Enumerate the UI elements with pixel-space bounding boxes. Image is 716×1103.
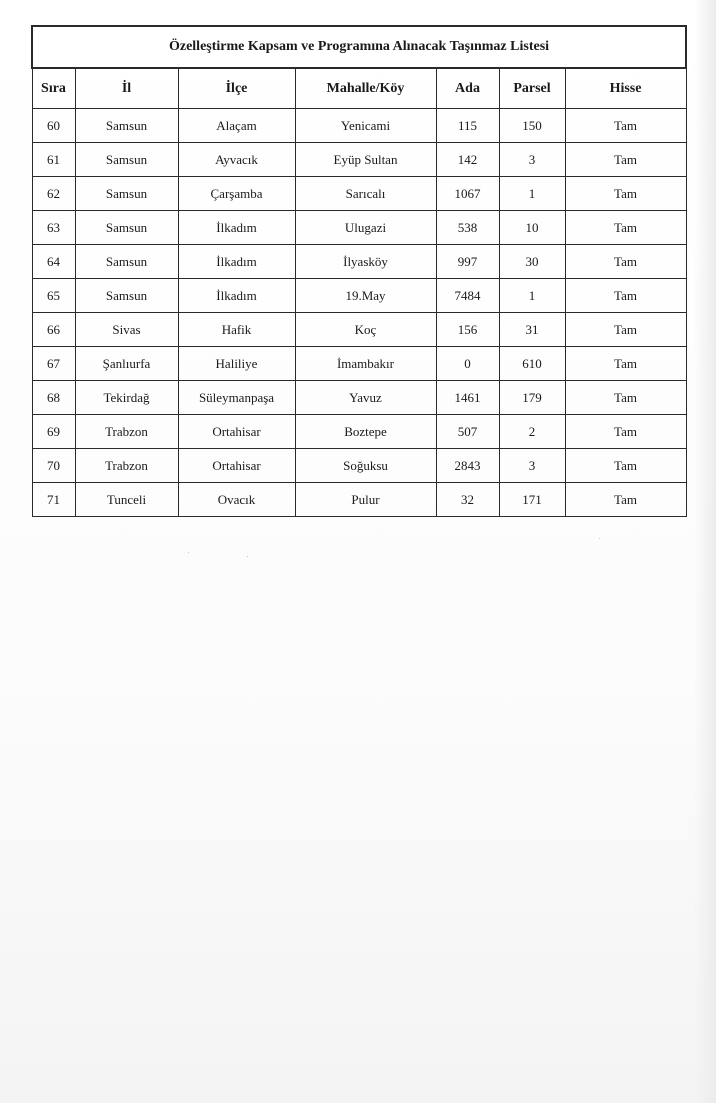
cell-parsel: 1: [499, 279, 565, 313]
table-row: [32, 109, 686, 143]
cell-mahalle-koy: Ulugazi: [295, 211, 436, 245]
cell-ilce: İlkadım: [178, 245, 295, 279]
cell-mahalle-koy: Eyüp Sultan: [295, 143, 436, 177]
cell-ada: 2843: [436, 449, 499, 483]
table-row: [32, 279, 686, 313]
cell-mahalle-koy: Soğuksu: [295, 449, 436, 483]
cell-parsel: 179: [499, 381, 565, 415]
cell-hisse: Tam: [565, 143, 686, 177]
cell-parsel: 10: [499, 211, 565, 245]
cell-ada: 115: [436, 109, 499, 143]
cell-sira: 68: [32, 381, 75, 415]
cell-ada: 997: [436, 245, 499, 279]
cell-hisse: Tam: [565, 381, 686, 415]
table-row: [32, 143, 686, 177]
cell-hisse: Tam: [565, 211, 686, 245]
cell-sira: 67: [32, 347, 75, 381]
cell-mahalle-koy: Boztepe: [295, 415, 436, 449]
cell-sira: 62: [32, 177, 75, 211]
cell-ada: 0: [436, 347, 499, 381]
scan-speck: [247, 556, 248, 557]
cell-ilce: İlkadım: [178, 211, 295, 245]
cell-parsel: 171: [499, 483, 565, 517]
cell-mahalle-koy: Pulur: [295, 483, 436, 517]
cell-parsel: 150: [499, 109, 565, 143]
scan-edge-shadow: [694, 0, 716, 1103]
cell-ilce: İlkadım: [178, 279, 295, 313]
cell-il: Sivas: [75, 313, 178, 347]
column-header-parsel: Parsel: [499, 68, 565, 109]
header-row: [32, 68, 686, 109]
cell-mahalle-koy: Yenicami: [295, 109, 436, 143]
table-title: Özelleştirme Kapsam ve Programına Alınacak Taşınmaz Listesi: [32, 26, 686, 68]
cell-ada: 7484: [436, 279, 499, 313]
cell-sira: 70: [32, 449, 75, 483]
cell-ilce: Haliliye: [178, 347, 295, 381]
cell-ada: 32: [436, 483, 499, 517]
cell-parsel: 1: [499, 177, 565, 211]
cell-hisse: Tam: [565, 483, 686, 517]
scan-speck: [188, 552, 189, 553]
cell-ilce: Süleymanpaşa: [178, 381, 295, 415]
cell-parsel: 30: [499, 245, 565, 279]
column-header-ada: Ada: [436, 68, 499, 109]
cell-il: Tunceli: [75, 483, 178, 517]
cell-sira: 63: [32, 211, 75, 245]
table-row: [32, 245, 686, 279]
cell-il: Samsun: [75, 211, 178, 245]
table-row: [32, 483, 686, 517]
cell-il: Samsun: [75, 245, 178, 279]
cell-mahalle-koy: İlyasköy: [295, 245, 436, 279]
cell-ilce: Ovacık: [178, 483, 295, 517]
table-row: [32, 449, 686, 483]
cell-il: Samsun: [75, 109, 178, 143]
cell-sira: 71: [32, 483, 75, 517]
cell-il: Trabzon: [75, 449, 178, 483]
cell-il: Tekirdağ: [75, 381, 178, 415]
cell-ada: 538: [436, 211, 499, 245]
cell-il: Samsun: [75, 177, 178, 211]
cell-hisse: Tam: [565, 279, 686, 313]
cell-hisse: Tam: [565, 177, 686, 211]
table-row: [32, 381, 686, 415]
column-header-mahalle-koy: Mahalle/Köy: [295, 68, 436, 109]
table-row: [32, 313, 686, 347]
cell-hisse: Tam: [565, 415, 686, 449]
cell-ilce: Hafik: [178, 313, 295, 347]
table-body: [32, 109, 686, 517]
cell-ilce: Ortahisar: [178, 415, 295, 449]
cell-sira: 60: [32, 109, 75, 143]
cell-ada: 156: [436, 313, 499, 347]
scan-speck: [599, 538, 600, 539]
title-row: [32, 26, 686, 68]
cell-il: Şanlıurfa: [75, 347, 178, 381]
table-row: [32, 211, 686, 245]
cell-mahalle-koy: Sarıcalı: [295, 177, 436, 211]
cell-il: Trabzon: [75, 415, 178, 449]
cell-il: Samsun: [75, 279, 178, 313]
cell-ilce: Ayvacık: [178, 143, 295, 177]
table-row: [32, 347, 686, 381]
table-row: [32, 415, 686, 449]
cell-ilce: Ortahisar: [178, 449, 295, 483]
cell-ilce: Alaçam: [178, 109, 295, 143]
cell-mahalle-koy: 19.May: [295, 279, 436, 313]
column-header-hisse: Hisse: [565, 68, 686, 109]
cell-il: Samsun: [75, 143, 178, 177]
cell-ada: 507: [436, 415, 499, 449]
cell-sira: 61: [32, 143, 75, 177]
property-list-table: [31, 25, 687, 517]
cell-hisse: Tam: [565, 245, 686, 279]
column-header-ilce: İlçe: [178, 68, 295, 109]
cell-parsel: 3: [499, 143, 565, 177]
column-header-il: İl: [75, 68, 178, 109]
cell-mahalle-koy: Koç: [295, 313, 436, 347]
cell-mahalle-koy: Yavuz: [295, 381, 436, 415]
cell-hisse: Tam: [565, 109, 686, 143]
table-row: [32, 177, 686, 211]
cell-parsel: 31: [499, 313, 565, 347]
cell-mahalle-koy: İmambakır: [295, 347, 436, 381]
cell-sira: 69: [32, 415, 75, 449]
cell-sira: 66: [32, 313, 75, 347]
cell-ada: 142: [436, 143, 499, 177]
cell-ilce: Çarşamba: [178, 177, 295, 211]
cell-parsel: 2: [499, 415, 565, 449]
cell-ada: 1461: [436, 381, 499, 415]
cell-sira: 65: [32, 279, 75, 313]
cell-hisse: Tam: [565, 449, 686, 483]
cell-hisse: Tam: [565, 313, 686, 347]
column-header-sira: Sıra: [32, 68, 75, 109]
cell-sira: 64: [32, 245, 75, 279]
cell-parsel: 3: [499, 449, 565, 483]
cell-parsel: 610: [499, 347, 565, 381]
cell-hisse: Tam: [565, 347, 686, 381]
cell-ada: 1067: [436, 177, 499, 211]
